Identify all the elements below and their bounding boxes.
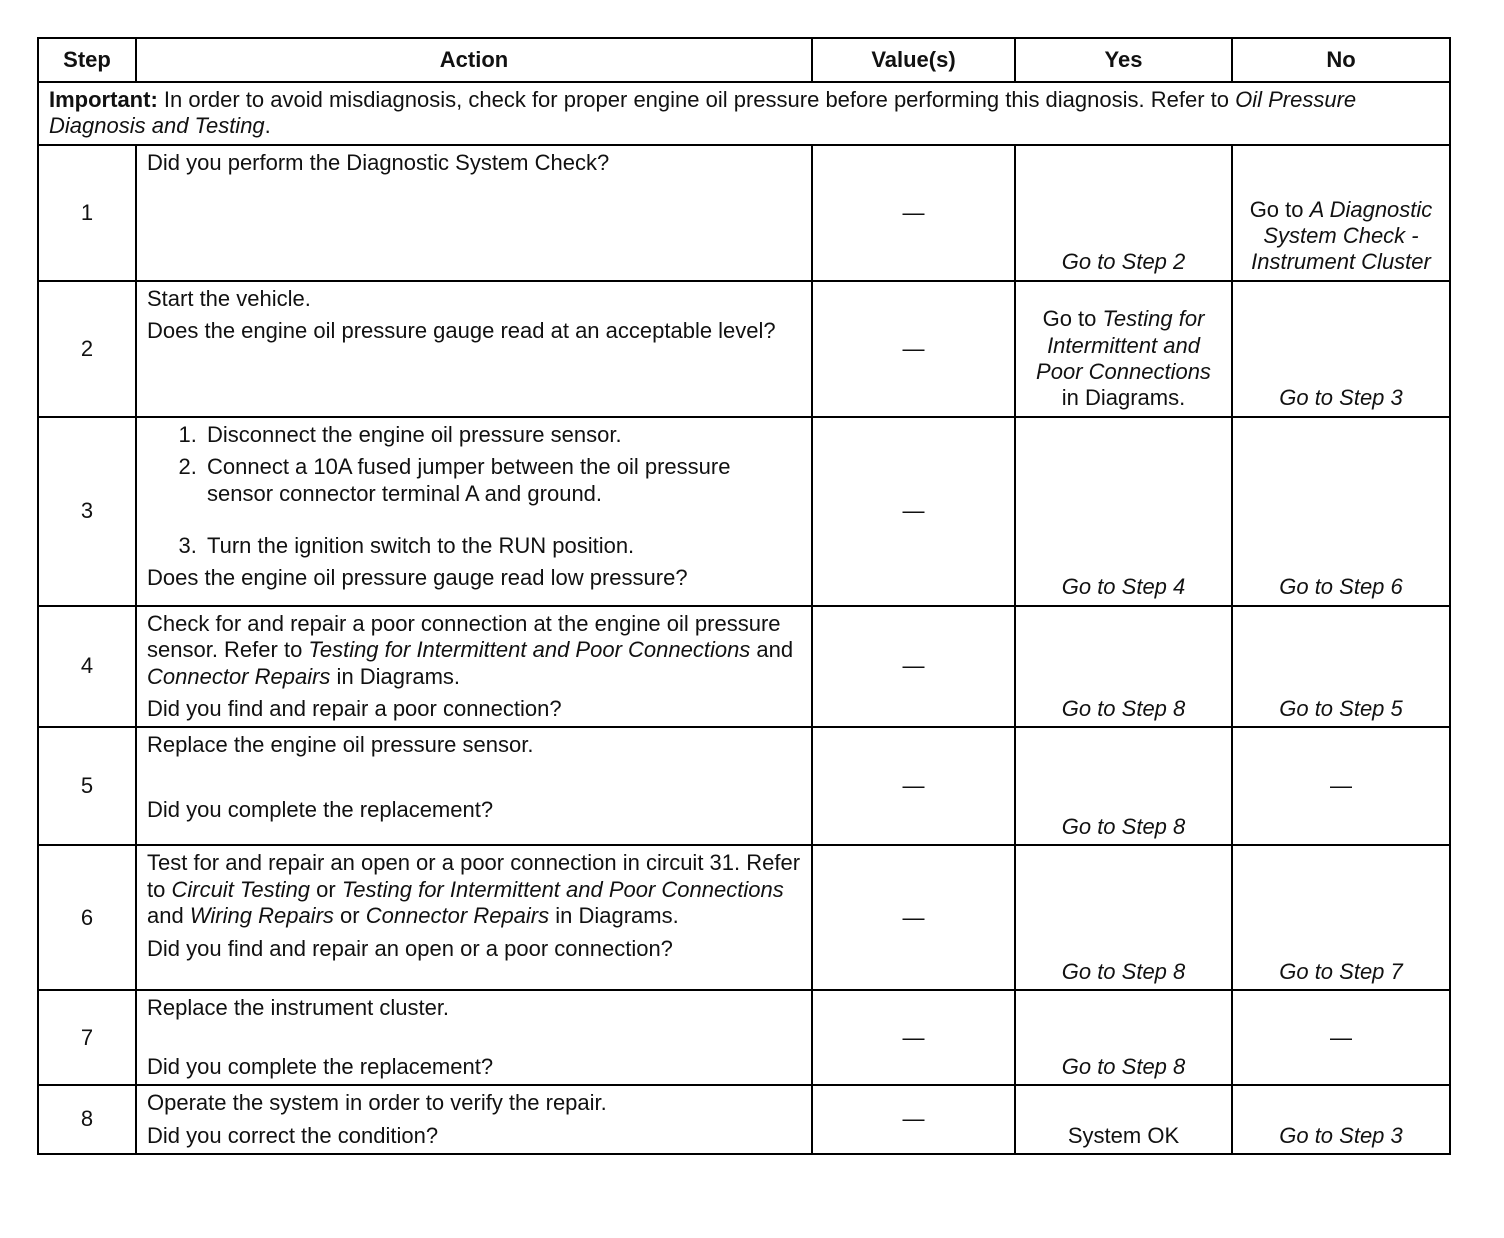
action-ref: Connector Repairs	[147, 663, 331, 689]
value-cell: —	[812, 1085, 1015, 1154]
table-row	[38, 1085, 1450, 1154]
action-text-part: Test for and repair an open or a poor connection in circuit 31. Refer to	[147, 850, 801, 902]
no-cell	[1232, 1085, 1450, 1154]
action-cell	[136, 1085, 812, 1154]
action-question: Did you complete the replacement?	[147, 1053, 494, 1079]
important-text: In order to avoid misdiagnosis, check for proper engine oil pressure before performing this diagnosis. Refer to	[157, 87, 1236, 112]
action-text: Replace the instrument cluster.	[147, 995, 450, 1021]
no-cell	[1232, 417, 1450, 606]
table-row	[38, 727, 1450, 845]
table-row	[38, 281, 1450, 417]
value-cell: —	[812, 727, 1015, 845]
no-cell	[1232, 845, 1450, 990]
yes-ref: Go to Step 8	[1061, 958, 1186, 984]
no-cell: —	[1232, 727, 1450, 845]
action-ref: Wiring Repairs	[189, 903, 334, 929]
action-ref: Connector Repairs	[365, 903, 550, 929]
no-ref: Go to Step 3	[1279, 1122, 1403, 1148]
yes-ref: Go to Step 4	[1061, 574, 1186, 600]
action-text: Start the vehicle.	[147, 285, 311, 311]
yes-cell	[1015, 417, 1232, 606]
header-row	[38, 38, 1450, 82]
value-cell: —	[812, 281, 1015, 417]
action-text-part: or	[333, 903, 366, 929]
diagnostic-table	[37, 37, 1451, 1155]
yes-ref: Go to Step 8	[1061, 813, 1186, 839]
step-number: 4	[38, 606, 136, 728]
action-text-part: and	[147, 903, 190, 929]
no-cell	[1232, 606, 1450, 728]
step-number: 7	[38, 990, 136, 1085]
action-text-part: and	[750, 637, 794, 663]
action-text: Operate the system in order to verify the repair.	[147, 1090, 607, 1116]
value-cell: —	[812, 145, 1015, 281]
action-text-part: in Diagrams.	[549, 903, 679, 929]
important-note	[38, 82, 1450, 145]
no-ref: Go to Step 3	[1279, 385, 1403, 411]
action-question: Does the engine oil pressure gauge read low pressure?	[147, 565, 688, 591]
step-header: Step	[38, 38, 136, 82]
no-cell	[1232, 281, 1450, 417]
important-end: .	[264, 113, 271, 139]
value-cell: —	[812, 606, 1015, 728]
step-number: 2	[38, 281, 136, 417]
action-list	[147, 422, 801, 560]
list-item: 3. Turn the ignition switch to the RUN position.	[203, 533, 801, 559]
no-ref: Go to Step 5	[1279, 695, 1403, 721]
value-cell: —	[812, 990, 1015, 1085]
important-label: Important:	[49, 87, 158, 112]
no-cell: —	[1232, 990, 1450, 1085]
action-cell	[136, 606, 812, 728]
yes-ref: Go to Step 2	[1061, 249, 1186, 275]
table-row	[38, 606, 1450, 728]
no-text: Go to	[1249, 196, 1310, 222]
step-number: 5	[38, 727, 136, 845]
table-row	[38, 990, 1450, 1085]
action-text	[147, 850, 801, 929]
important-row	[38, 82, 1450, 145]
yes-cell	[1015, 727, 1232, 845]
table-row	[38, 417, 1450, 606]
step-number: 8	[38, 1085, 136, 1154]
action-ref: Circuit Testing	[171, 876, 311, 902]
yes-ref: Go to Step 8	[1061, 695, 1186, 721]
yes-ref: Go to Step 8	[1061, 1053, 1186, 1079]
list-item: 1. Disconnect the engine oil pressure sensor.	[203, 422, 801, 448]
no-cell	[1232, 145, 1450, 281]
step-number: 6	[38, 845, 136, 990]
action-question: Did you complete the replacement?	[147, 796, 494, 822]
table-row	[38, 145, 1450, 281]
yes-cell: System OK	[1015, 1085, 1232, 1154]
action-cell	[136, 417, 812, 606]
action-text: Replace the engine oil pressure sensor.	[147, 732, 534, 758]
action-question: Does the engine oil pressure gauge read at an acceptable level?	[147, 318, 776, 344]
no-ref: Go to Step 7	[1279, 958, 1403, 984]
step-number: 1	[38, 145, 136, 281]
yes-text: Go to	[1042, 306, 1103, 332]
yes-cell	[1015, 845, 1232, 990]
action-cell	[136, 145, 812, 281]
no-header: No	[1232, 38, 1450, 82]
yes-cell	[1015, 990, 1232, 1085]
action-header: Action	[136, 38, 812, 82]
action-cell	[136, 281, 812, 417]
no-ref: A Diagnostic System Check - Instrument Cluster	[1251, 196, 1433, 275]
action-text-part: or	[310, 876, 342, 902]
action-question: Did you perform the Diagnostic System Check?	[147, 149, 610, 175]
yes-cell	[1015, 606, 1232, 728]
action-cell	[136, 990, 812, 1085]
value-cell: —	[812, 417, 1015, 606]
yes-ref: Testing for Intermittent and Poor Connections	[1036, 306, 1211, 384]
action-cell	[136, 845, 812, 990]
action-question: Did you find and repair a poor connection?	[147, 695, 562, 721]
values-header: Value(s)	[812, 38, 1015, 82]
list-item: 2. Connect a 10A fused jumper between the oil pressure sensor connector terminal A and ground.	[203, 454, 801, 507]
value-cell: —	[812, 845, 1015, 990]
step-number: 3	[38, 417, 136, 606]
action-ref: Testing for Intermittent and Poor Connections	[308, 637, 751, 663]
yes-cell	[1015, 281, 1232, 417]
important-ref: Oil Pressure Diagnosis and Testing	[49, 87, 1357, 139]
action-text-part: Check for and repair a poor connection at the engine oil pressure sensor. Refer to	[147, 610, 781, 663]
action-question: Did you find and repair an open or a poor connection?	[147, 935, 673, 961]
action-ref: Testing for Intermittent and Poor Connections	[341, 876, 784, 902]
action-question: Did you correct the condition?	[147, 1122, 439, 1148]
action-text-part: in Diagrams.	[330, 663, 461, 689]
table-row	[38, 845, 1450, 990]
action-text	[147, 611, 801, 690]
no-ref: Go to Step 6	[1279, 574, 1403, 600]
yes-text-post: in Diagrams.	[1061, 385, 1186, 411]
yes-cell	[1015, 145, 1232, 281]
action-cell	[136, 727, 812, 845]
yes-header: Yes	[1015, 38, 1232, 82]
